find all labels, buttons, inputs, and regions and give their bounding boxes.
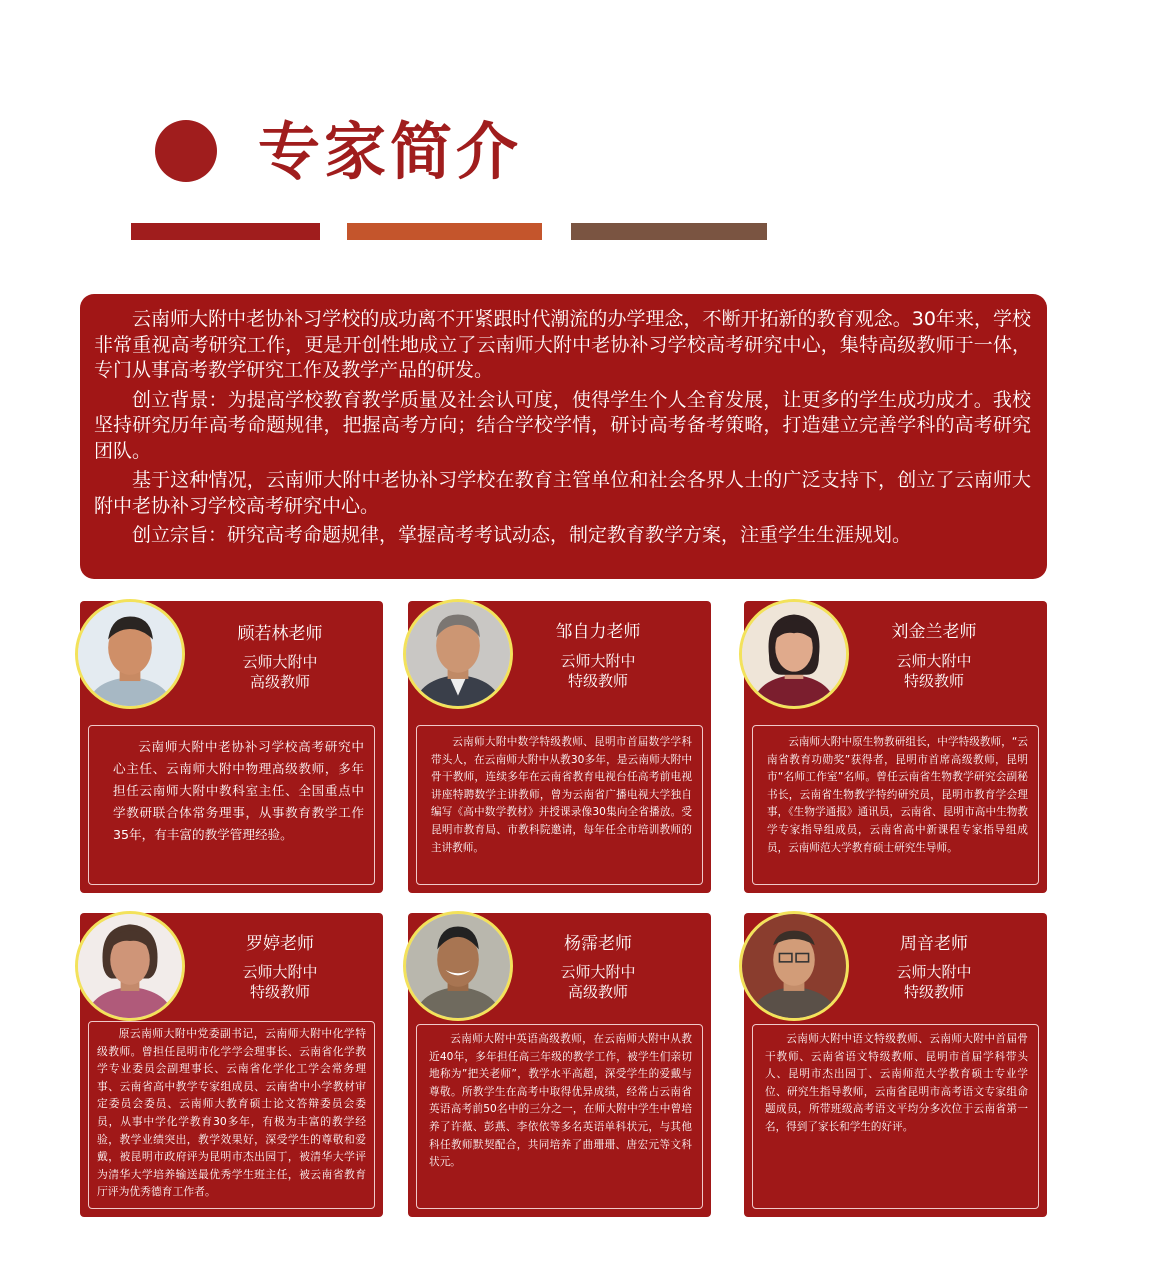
portrait-icon [739,911,849,1021]
portrait-icon [739,599,849,709]
teacher-bio-box [752,1024,1039,1209]
teacher-name: 周音老师 [900,934,968,954]
teacher-name: 刘金兰老师 [891,622,977,642]
teacher-rank: 高级教师 [567,983,628,1001]
title-bullet-dot [155,120,217,182]
teacher-card [744,913,1047,1217]
teacher-rank: 特级教师 [903,672,964,690]
teacher-school: 云师大附中 [560,963,636,981]
teacher-rank: 高级教师 [249,673,310,691]
intro-panel [80,294,1047,579]
divider-bar-red [131,223,320,240]
teacher-bio: 云南师大附中原生物教研组长，中学特级教师，“云南省教育功勋奖”获得者，昆明市首席高级教师，昆明市“名师工作室”名师。曾任云南省生物教学研究会副秘书长，云南省生物教学特约研究员，昆明市教育学会理事，《生物学通报》通讯员，云南省、昆明市高中生物教学专家指导组成员，云南省高中新课程专家指导组成员，云南师范大学教育硕士研究生导师。 [767,736,1028,854]
divider-bar-brown [571,223,767,240]
teacher-card [408,601,711,893]
portrait-icon [75,911,185,1021]
teacher-rank: 特级教师 [567,672,628,690]
teacher-school: 云师大附中 [242,963,318,981]
teacher-bio-box [416,1024,703,1209]
teacher-name: 罗婷老师 [246,934,314,954]
teacher-card [408,913,711,1217]
teacher-name: 杨霈老师 [564,934,632,954]
teacher-school: 云师大附中 [896,963,972,981]
portrait-icon [403,911,513,1021]
divider-bar-orange [347,223,542,240]
page-title: 专家简介 [258,115,523,188]
teacher-name: 顾若林老师 [237,624,323,644]
intro-paragraph: 基于这种情况，云南师大附中老协补习学校在教育主管单位和社会各界人士的广泛支持下，创立了云南师大附中老协补习学校高考研究中心。 [94,469,1031,517]
teacher-school: 云师大附中 [242,653,318,671]
teacher-bio-box [88,725,375,885]
intro-paragraph: 创立背景：为提高学校教育教学质量及社会认可度，使得学生个人全育发展，让更多的学生成功成才。我校坚持研究历年高考命题规律，把握高考方向；结合学校学情，研讨高考备考策略，打造建立完善学科的高考研究团队。 [94,388,1031,462]
teacher-bio: 云南师大附中老协补习学校高考研究中心主任、云南师大附中物理高级教师，多年担任云南师大附中教科室主任、全国重点中学教研联合体常务理事，从事教育教学工作35年，有丰富的教学管理经验。 [113,739,364,842]
teacher-rank: 特级教师 [249,983,310,1001]
teacher-bio-box [752,725,1039,885]
teacher-bio: 云南师大附中数学特级教师、昆明市首届数学学科带头人，在云南师大附中从教30多年，是云南师大附中骨干教师，连续多年在云南省教育电视台任高考前电视讲座特聘数学主讲教师，曾为云南省广播电视大学独自编写《高中数学教材》并授课录像30集向全省播放。受昆明市教育局、市教科院邀请，每年任全市培训教师的主讲教师。 [431,736,692,854]
teacher-rank: 特级教师 [903,983,964,1001]
teacher-bio: 云南师大附中语文特级教师、云南师大附中首届骨干教师、云南省语文特级教师、昆明市首届学科带头人、昆明市杰出园丁、云南师范大学教育硕士专业学位、研究生指导教师，云南省昆明市高考语文专家组命题成员，所带班级高考语文平均分多次位于云南省第一名，得到了家长和学生的好评。 [765,1033,1028,1133]
teacher-school: 云师大附中 [560,652,636,670]
intro-paragraph: 云南师大附中老协补习学校的成功离不开紧跟时代潮流的办学理念，不断开拓新的教育观念。30年来，学校非常重视高考研究工作，更是开创性地成立了云南师大附中老协补习学校高考研究中心，集特高级教师于一体，专门从事高考教学研究工作及教学产品的研发。 [94,308,1031,381]
teacher-name: 邹自力老师 [555,622,641,642]
teacher-card [80,601,383,893]
teacher-bio: 原云南师大附中党委副书记，云南师大附中化学特级教师。曾担任昆明市化学学会理事长、云南省化学教学专业委员会副理事长、云南省化学化工学会常务理事、云南省高中教学专家组成员、云南省中小学教材审定委员会委员、云南师大教育硕士论文答辩委员会委员，从事中学化学教育30多年，有极为丰富的教学经验，教学业绩突出，教学效果好，深受学生的尊敬和爱戴，被昆明市政府评为昆明市杰出园丁，被清华大学评为清华大学培养输送最优秀学生班主任，被云南省教育厅评为优秀德育工作者。 [97,1027,366,1199]
teacher-bio-box [88,1021,375,1209]
teacher-card [80,913,383,1217]
teacher-bio: 云南师大附中英语高级教师，在云南师大附中从教近40年，多年担任高三年级的教学工作，被学生们亲切地称为”把关老师”，教学水平高超，深受学生的爱戴与尊敬。所教学生在高考中取得优异成绩，经常占云南省英语高考前50名中的三分之一，在师大附中学生中曾培养了许薇、彭燕、李依依等多名英语单科状元，与其他科任教师默契配合，共同培养了曲珊珊、唐宏元等文科状元。 [429,1033,692,1169]
portrait-icon [403,599,513,709]
intro-paragraph: 创立宗旨：研究高考命题规律，掌握高考考试动态，制定教育教学方案，注重学生生涯规划。 [132,524,912,546]
teacher-school: 云师大附中 [896,652,972,670]
teacher-bio-box [416,725,703,885]
portrait-icon [75,599,185,709]
teacher-card [744,601,1047,893]
